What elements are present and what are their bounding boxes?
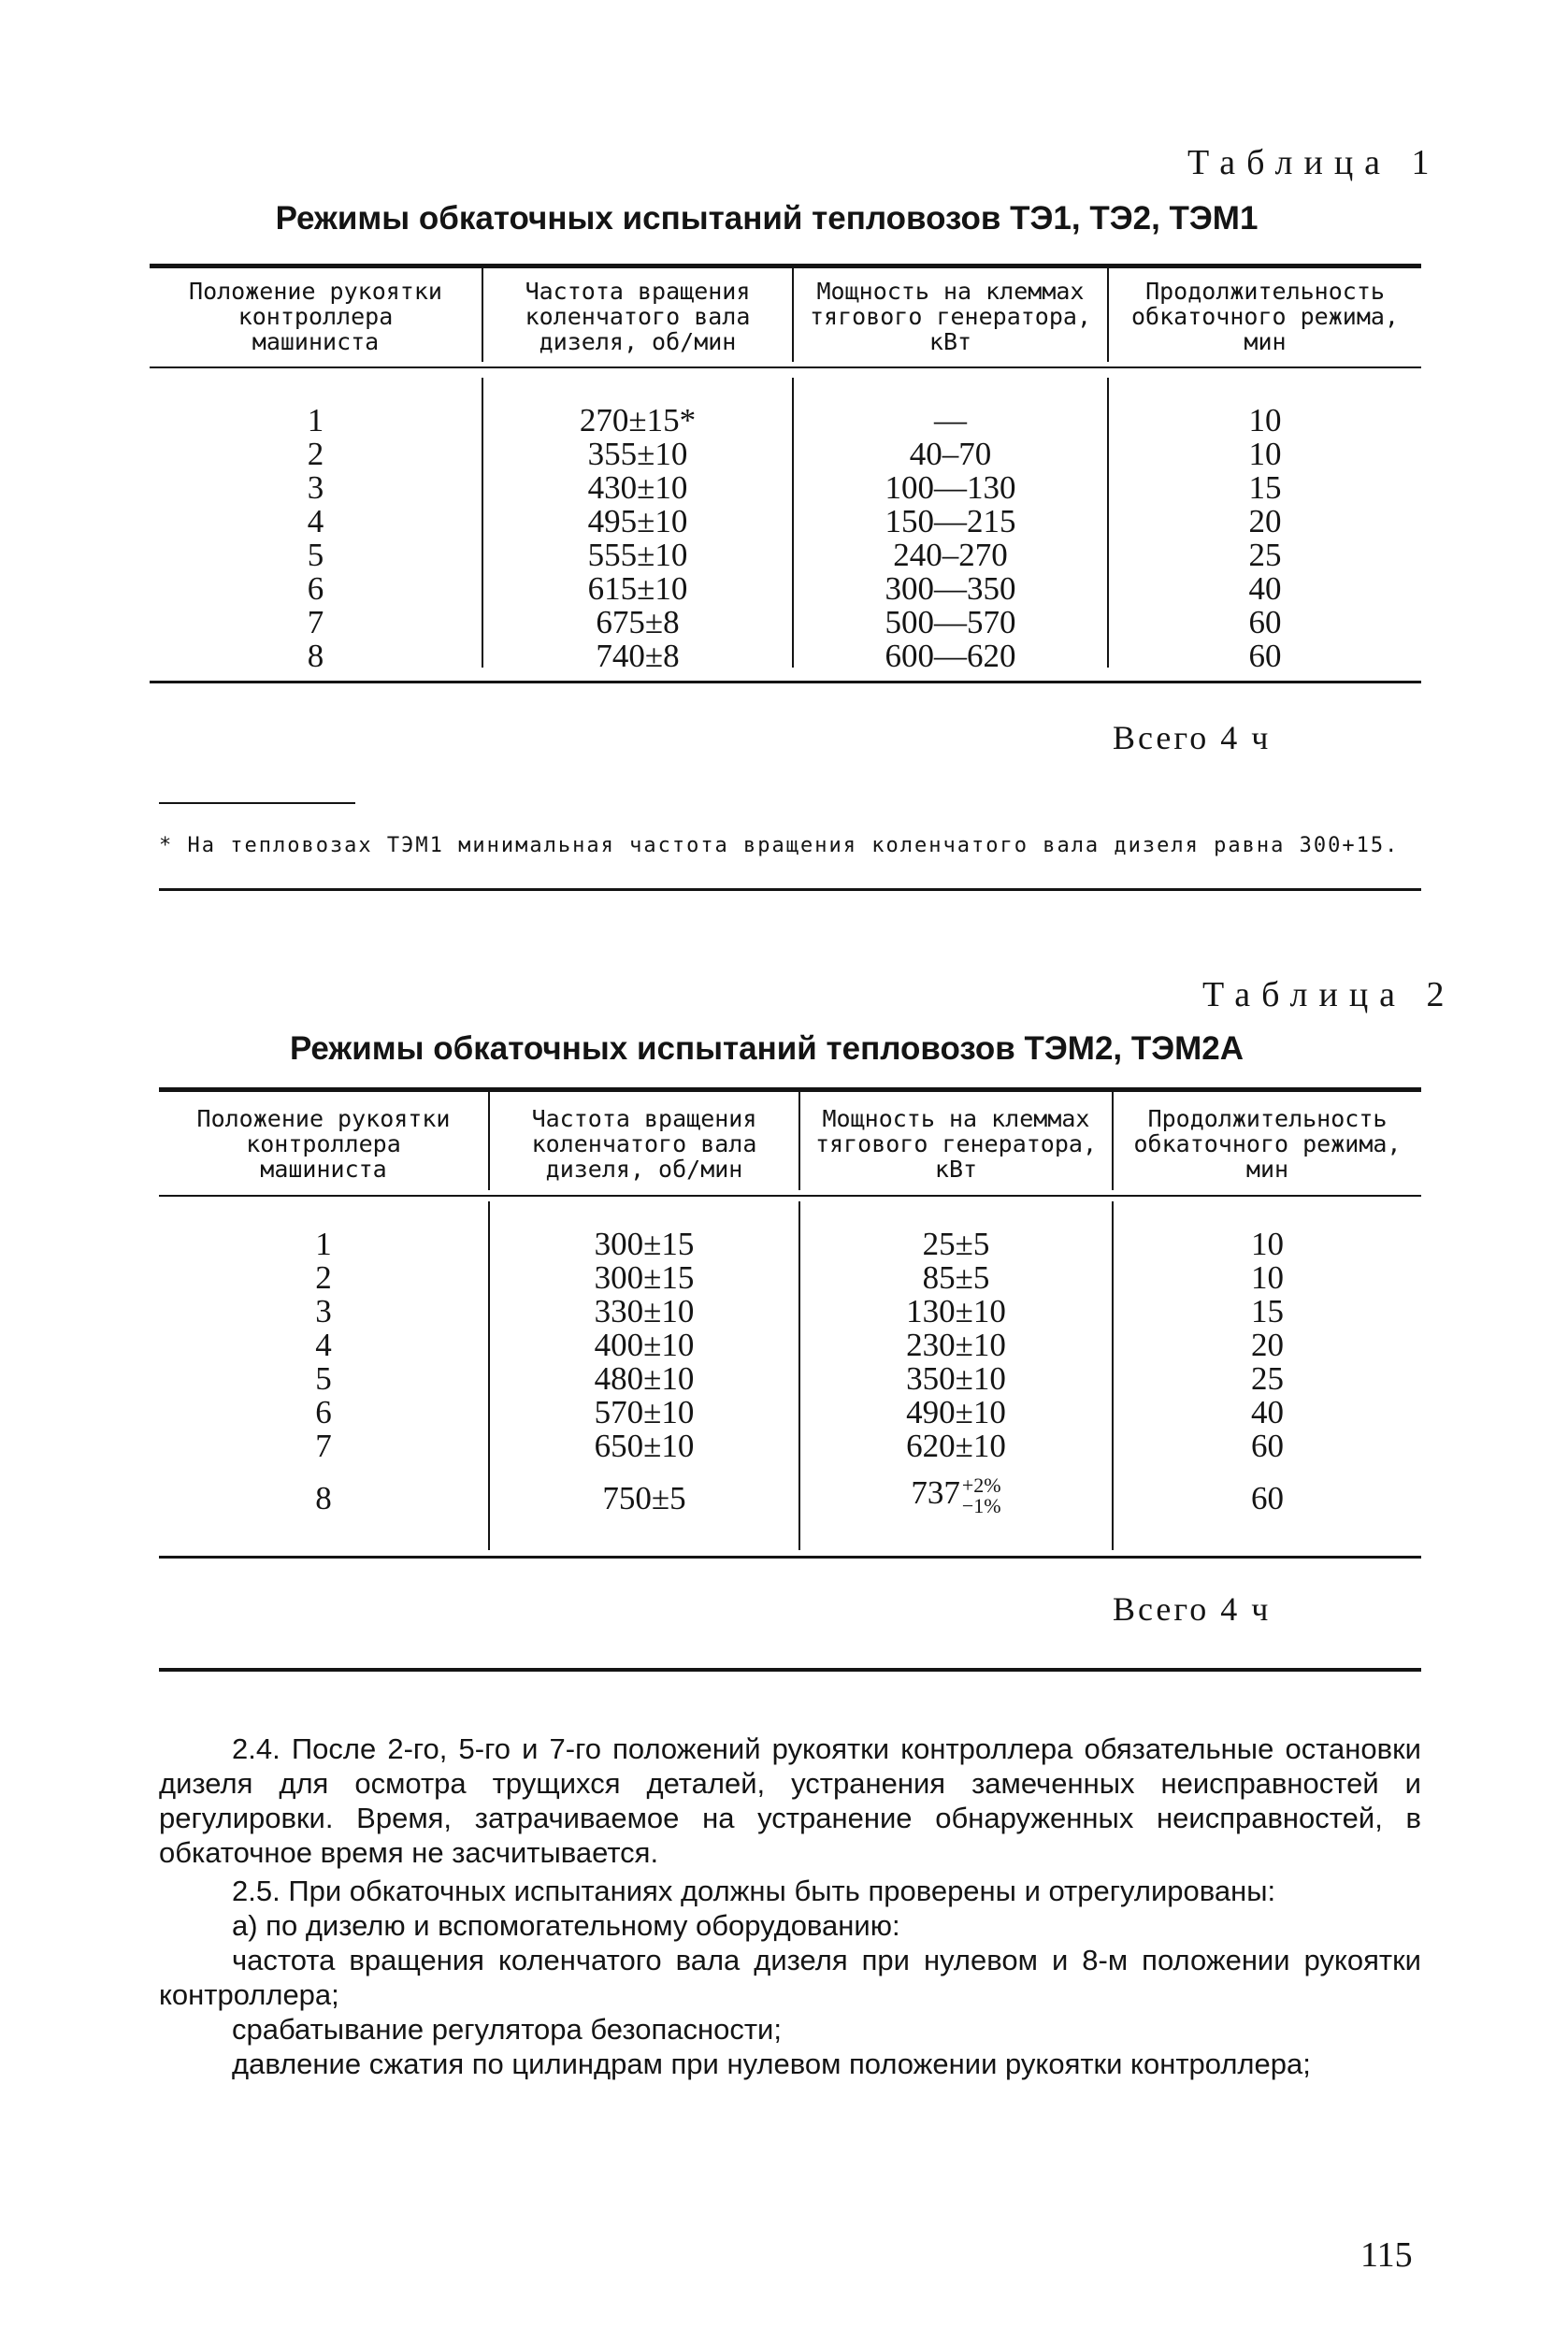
table-cell: 60 bbox=[1251, 1428, 1284, 1464]
table1-header-divider bbox=[1107, 268, 1109, 362]
table-cell: 10 bbox=[1251, 1226, 1284, 1262]
table1-bottom-rule bbox=[150, 681, 1421, 683]
table-cell: 8 bbox=[307, 638, 324, 674]
table1-power-column bbox=[794, 404, 1107, 673]
table-cell: 3 bbox=[315, 1293, 332, 1329]
table-cell: 4 bbox=[315, 1327, 332, 1363]
table2-last-row-rpm: 750±5 bbox=[602, 1480, 686, 1516]
table-cell: 480±10 bbox=[594, 1360, 695, 1397]
table-cell: 555±10 bbox=[587, 537, 688, 573]
table-cell: 3 bbox=[307, 469, 324, 506]
table-cell: 600—620 bbox=[885, 638, 1016, 674]
paragraph-item-a: а) по дизелю и вспомогательному оборудованию: bbox=[232, 1909, 900, 1942]
table-cell: 1 bbox=[307, 402, 324, 438]
table2-position-column bbox=[159, 1228, 488, 1463]
power-tolerance bbox=[962, 1475, 1001, 1516]
table-cell: 6 bbox=[315, 1394, 332, 1430]
footnote: * На тепловозах ТЭМ1 минимальная частота вращения коленчатого вала дизеля равна 300+15. bbox=[159, 834, 1400, 857]
table-cell: 350±10 bbox=[906, 1360, 1006, 1397]
power-tolerance-lower: −1% bbox=[961, 1494, 1001, 1517]
table2-header-power: Мощность на клеммах тягового генератора, кВт bbox=[814, 1105, 1098, 1183]
table1-header-divider bbox=[792, 268, 794, 362]
table-cell: 40 bbox=[1251, 1394, 1284, 1430]
table-cell: 620±10 bbox=[906, 1428, 1006, 1464]
table-cell: 490±10 bbox=[906, 1394, 1006, 1430]
table2-title: Режимы обкаточных испытаний тепловозов ТЭМ2, ТЭМ2А bbox=[289, 1030, 1244, 1067]
table1-top-rule bbox=[150, 264, 1421, 268]
table-cell: 150—215 bbox=[885, 503, 1016, 539]
table-cell: 25 bbox=[1248, 537, 1282, 573]
table-cell: 10 bbox=[1251, 1259, 1284, 1296]
table2-header-rpm: Частота вращения коленчатого вала дизеля, об/мин bbox=[531, 1105, 757, 1183]
table-cell: 25±5 bbox=[922, 1226, 990, 1262]
table-cell: 6 bbox=[307, 570, 324, 607]
table-cell: 2 bbox=[307, 436, 324, 472]
table2-header-rule bbox=[159, 1195, 1421, 1197]
paragraph-rpm-check: частота вращения коленчатого вала дизеля при нулевом и 8-м положении рукоятки контроллера; bbox=[159, 1944, 1421, 2011]
table2-total: Всего 4 ч bbox=[1113, 1590, 1272, 1628]
table1-header-divider bbox=[482, 268, 483, 362]
footnote-separator bbox=[159, 802, 355, 804]
table-cell: 15 bbox=[1248, 469, 1282, 506]
section-rule bbox=[159, 1668, 1421, 1672]
table-cell: 2 bbox=[315, 1259, 332, 1296]
table-cell: 430±10 bbox=[587, 469, 688, 506]
table1-duration-column bbox=[1109, 404, 1421, 673]
table-cell: 270±15* bbox=[579, 402, 697, 438]
table2-last-row-duration: 60 bbox=[1251, 1480, 1284, 1516]
table-cell: 230±10 bbox=[906, 1327, 1006, 1363]
table-cell: 40 bbox=[1248, 570, 1282, 607]
table1-title: Режимы обкаточных испытаний тепловозов ТЭ1, ТЭ2, ТЭМ1 bbox=[275, 200, 1259, 237]
table1-header-position: Положение рукоятки контроллера машиниста bbox=[189, 278, 442, 355]
table-cell: 400±10 bbox=[594, 1327, 695, 1363]
table2-header-duration: Продолжительность обкаточного режима, мин bbox=[1133, 1105, 1402, 1183]
table1-label: Таблица 1 bbox=[1187, 143, 1441, 182]
table-cell: 100—130 bbox=[885, 469, 1016, 506]
table2-bottom-rule bbox=[159, 1556, 1421, 1559]
table2-power-column bbox=[800, 1228, 1112, 1463]
table-cell: 130±10 bbox=[906, 1293, 1006, 1329]
table-cell: 10 bbox=[1248, 436, 1282, 472]
table-cell: 330±10 bbox=[594, 1293, 695, 1329]
table1-header-duration: Продолжительность обкаточного режима, мин bbox=[1131, 278, 1399, 355]
table-cell: 25 bbox=[1251, 1360, 1284, 1397]
table-cell: 7 bbox=[307, 604, 324, 640]
table-cell: — bbox=[934, 402, 967, 438]
table-cell: 10 bbox=[1248, 402, 1282, 438]
table-cell: 1 bbox=[315, 1226, 332, 1262]
table2-last-row-position: 8 bbox=[315, 1480, 332, 1516]
table2-header-position: Положение рукоятки контроллера машиниста bbox=[196, 1105, 451, 1183]
table-cell: 650±10 bbox=[594, 1428, 695, 1464]
table-cell: 20 bbox=[1248, 503, 1282, 539]
table1-header-rule bbox=[150, 366, 1421, 368]
table1-position-column bbox=[150, 404, 482, 673]
table-cell: 60 bbox=[1248, 638, 1282, 674]
table-cell: 570±10 bbox=[594, 1394, 695, 1430]
body-text bbox=[159, 1731, 1421, 2081]
table-cell: 4 bbox=[307, 503, 324, 539]
table-cell: 615±10 bbox=[587, 570, 688, 607]
table2-header-divider bbox=[488, 1092, 490, 1190]
table-cell: 740±8 bbox=[596, 638, 680, 674]
paragraph-compression: давление сжатия по цилиндрам при нулевом положении рукоятки контроллера; bbox=[232, 2047, 1311, 2080]
table-cell: 85±5 bbox=[922, 1259, 990, 1296]
table2-header-divider bbox=[1112, 1092, 1114, 1190]
table1-total: Всего 4 ч bbox=[1113, 719, 1272, 756]
paragraph-safety-regulator: срабатывание регулятора безопасности; bbox=[232, 2013, 782, 2046]
table2-top-rule bbox=[159, 1087, 1421, 1092]
paragraph-2-4: 2.4. После 2-го, 5-го и 7-го положений рукоятки контроллера обязательные остановки дизеля для осмотра трущихся деталей, устранения замеченных неисправностей и регулировки. Время, затрачиваемое на устранение обнаруженных неисправностей, в обкаточное время не засчитывается. bbox=[159, 1732, 1421, 1869]
power-base: 737 bbox=[911, 1474, 960, 1512]
table-cell: 355±10 bbox=[587, 436, 688, 472]
table-cell: 5 bbox=[315, 1360, 332, 1397]
paragraph-2-5: 2.5. При обкаточных испытаниях должны быть проверены и отрегулированы: bbox=[232, 1875, 1276, 1907]
table-cell: 495±10 bbox=[587, 503, 688, 539]
table-cell: 300—350 bbox=[885, 570, 1016, 607]
table1-header-rpm: Частота вращения коленчатого вала дизеля, об/мин bbox=[525, 278, 751, 355]
table2-last-row-power bbox=[800, 1475, 1112, 1516]
table1-header-power: Мощность на клеммах тягового генератора, кВт bbox=[809, 278, 1092, 355]
table-cell: 60 bbox=[1248, 604, 1282, 640]
table1-rpm-column bbox=[483, 404, 792, 673]
table-cell: 240–270 bbox=[893, 537, 1008, 573]
table-cell: 20 bbox=[1251, 1327, 1284, 1363]
footnote-rule bbox=[159, 888, 1421, 891]
table2-header-divider bbox=[798, 1092, 800, 1190]
table-cell: 300±15 bbox=[594, 1259, 695, 1296]
table-cell: 675±8 bbox=[596, 604, 680, 640]
table-cell: 300±15 bbox=[594, 1226, 695, 1262]
table-cell: 500—570 bbox=[885, 604, 1016, 640]
table2-rpm-column bbox=[490, 1228, 798, 1463]
table2-label: Таблица 2 bbox=[1202, 975, 1456, 1014]
page-number: 115 bbox=[1360, 2235, 1413, 2275]
table-cell: 15 bbox=[1251, 1293, 1284, 1329]
table-cell: 40–70 bbox=[909, 436, 992, 472]
power-tolerance-upper: +2% bbox=[961, 1473, 1001, 1497]
table-cell: 7 bbox=[315, 1428, 332, 1464]
table-cell: 5 bbox=[307, 537, 324, 573]
table2-duration-column bbox=[1114, 1228, 1421, 1463]
